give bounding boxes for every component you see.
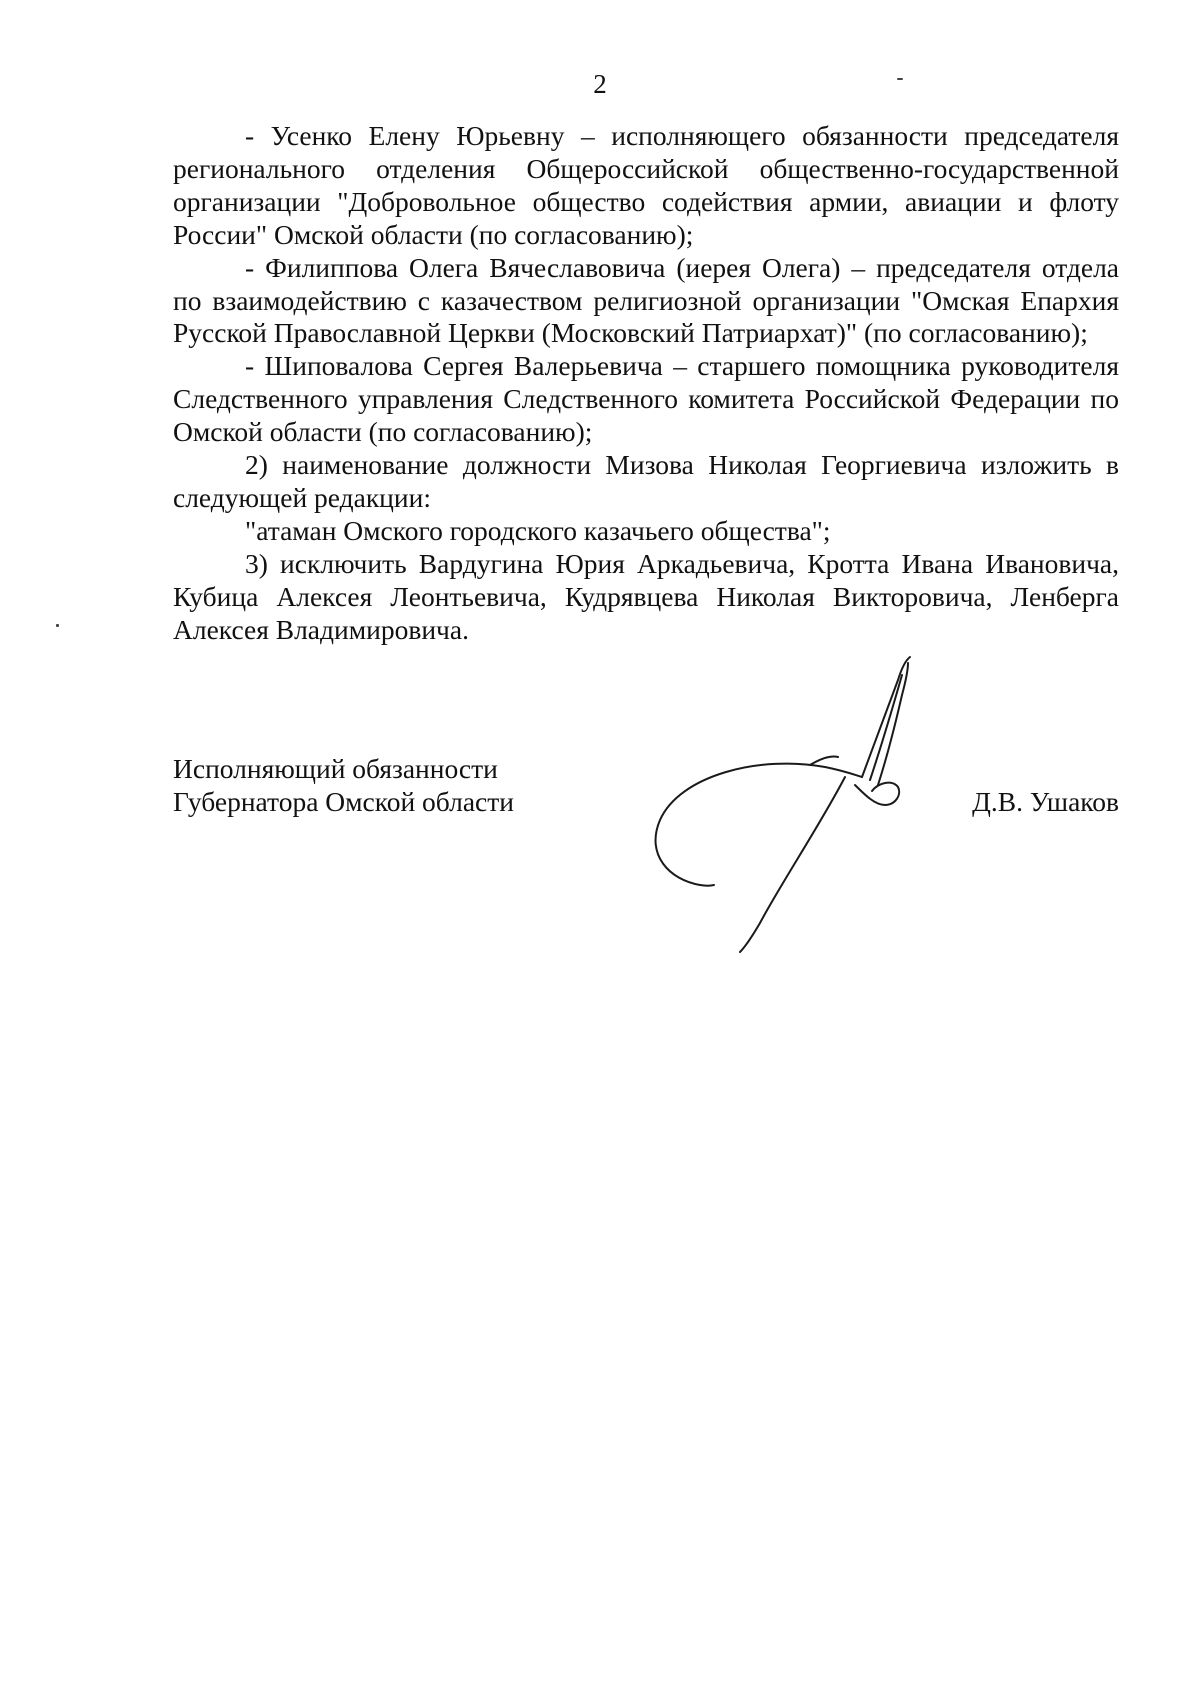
page-number: 2: [593, 69, 607, 99]
paragraph-new-title: "атаман Омского городского казачьего общества";: [245, 514, 831, 546]
signer-position: [173, 752, 514, 818]
paragraph-item-3: 3) исключить Вардугина Юрия Аркадьевича, Кротта Ивана Ивановича, Кубица Алексея Леонтьевича, Кудрявцева Николая Викторовича, Ленберга Алексея Владимировича.: [173, 547, 1119, 645]
handwritten-signature: [640, 655, 980, 955]
signer-name: Д.В. Ушаков: [972, 786, 1119, 817]
paragraph-filippov: - Филиппова Олега Вячеславовича (иерея Олега) – председателя отдела по взаимодействию с казачеством религиозной организации "Омская Епархия Русской Православной Церкви (Московский Патриархат)" (по согласованию);: [173, 251, 1119, 349]
scan-speck: [56, 624, 59, 627]
document-body: [173, 120, 1119, 647]
paragraph-shipovalov: - Шиповалова Сергея Валерьевича – старшего помощника руководителя Следственного управления Следственного комитета Российской Федерации по Омской области (по согласованию);: [173, 350, 1119, 448]
paragraph-usenko: - Усенко Елену Юрьевну – исполняющего обязанности председателя регионального отделения Общероссийской общественно-государственной организации "Добровольное общество содействия армии, авиации и флоту России" Омской области (по согласованию);: [173, 120, 1119, 250]
signer-position-line-1: Исполняющий обязанности: [173, 753, 498, 784]
scan-speck: [897, 78, 903, 80]
signer-position-line-2: Губернатора Омской области: [173, 786, 514, 817]
paragraph-item-2: 2) наименование должности Мизова Николая Георгиевича изложить в следующей редакции:: [173, 449, 1119, 513]
